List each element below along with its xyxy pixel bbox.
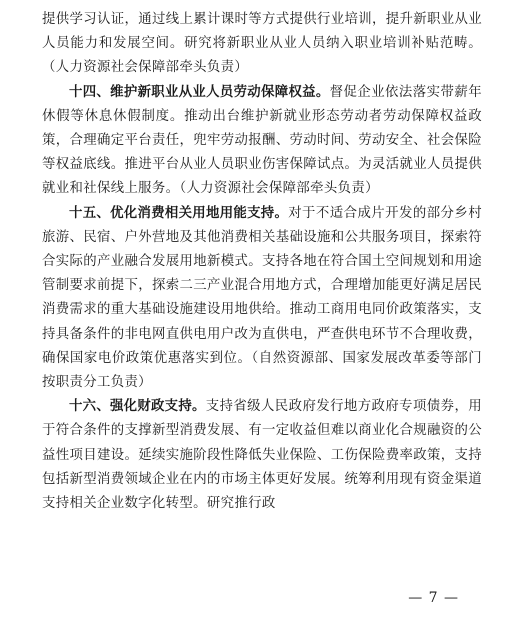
section-16-heading: 十六、强化财政支持。 bbox=[69, 399, 206, 415]
document-page bbox=[42, 8, 482, 516]
section-15-heading: 十五、优化消费相关用地用能支持。 bbox=[69, 205, 289, 221]
section-16 bbox=[42, 395, 482, 516]
section-15 bbox=[42, 202, 482, 396]
paragraph-continuation: 提供学习认证，通过线上累计课时等方式提供行业培训，提升新职业从业人员能力和发展空间。研究将新职业从业人员纳入职业培训补贴范畴。（人力资源社会保障部牵头负责） bbox=[42, 12, 482, 76]
section-15-body: 对于不适合成片开发的部分乡村旅游、民宿、户外营地及其他消费相关基础设施和公共服务项目，探索符合实际的产业融合发展用地新模式。支持各地在符合国土空间规划和用途管制要求前提下，探索二三产业混合用地方式，合理增加能更好满足居民消费需求的重大基础设施建设用地供给。推动工商用电同价政策落实，支持具备条件的非电网直供电用户改为直供电，严查供电环节不合理收费，确保国家电价政策优惠落实到位。（自然资源部、国家发展改革委等部门按职责分工负责） bbox=[42, 205, 482, 391]
section-16-body: 支持省级人民政府发行地方政府专项债券，用于符合条件的支撑新型消费发展、有一定收益但难以商业化合规融资的公益性项目建设。延续实施阶段性降低失业保险、工伤保险费率政策，支持包括新型消费领域企业在内的市场主体更好发展。统筹利用现有资金渠道支持相关企业数字化转型。研究推行政 bbox=[42, 399, 483, 512]
page-number: — 7 — bbox=[408, 590, 459, 606]
section-14 bbox=[42, 81, 482, 202]
section-14-heading: 十四、维护新职业从业人员劳动保障权益。 bbox=[69, 84, 330, 100]
section-14-body: 督促企业依法落实带薪年休假等休息休假制度。推动出台维护新就业形态劳动者劳动保障权益政策，合理确定平台责任，兜牢劳动报酬、劳动时间、劳动安全、社会保险等权益底线。推进平台从业人员职业伤害保障试点。为灵活就业人员提供就业和社保线上服务。（人力资源社会保障部牵头负责） bbox=[42, 84, 482, 197]
